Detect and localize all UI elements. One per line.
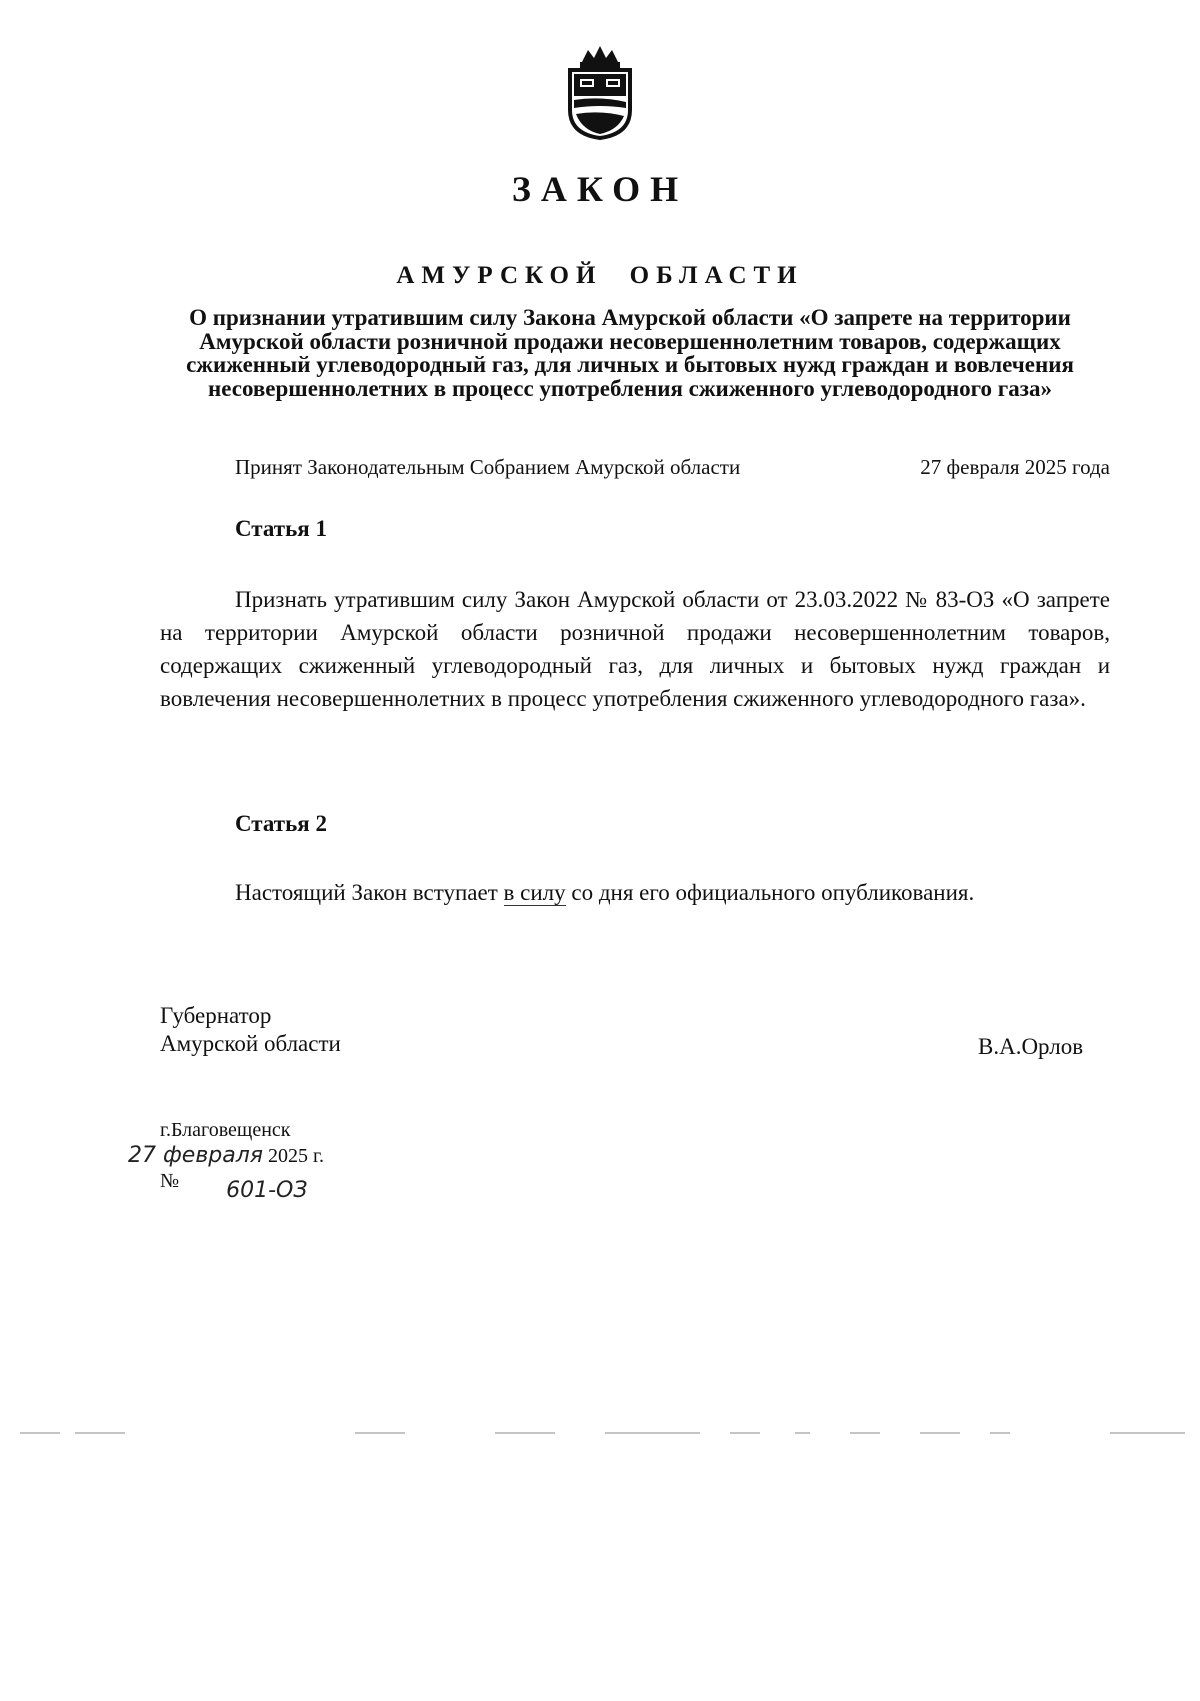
article-1-text: Признать утратившим силу Закон Амурской области от 23.03.2022 № 83-ОЗ «О запрете на территории Амурской области розничной продажи несовершеннолетним товаров, содержащих сжиженный углеводородный газ, для личных и бытовых нужд граждан и вовлечения несовершеннолетних в процесс употребления сжиженного углеводородного газа».	[160, 587, 1110, 711]
article-2-text-before: Настоящий Закон вступает	[235, 880, 504, 905]
law-number-label: №	[160, 1170, 180, 1192]
signatory-position-line-1: Губернатор	[160, 1003, 272, 1028]
adoption-line	[235, 455, 1110, 480]
city: г.Благовещенск	[160, 1119, 291, 1141]
amur-region-coat-of-arms-icon	[560, 44, 640, 140]
document-title: ЗАКОН	[511, 169, 689, 209]
article-1-heading: Статья 1	[235, 516, 327, 541]
article-2-text-underlined: в силу	[503, 880, 566, 905]
law-number-handwritten: 601-ОЗ	[226, 1178, 308, 1203]
article-2-text-after: со дня его официального опубликования.	[565, 880, 975, 905]
signing-date-handwritten: 27 февраля	[128, 1143, 264, 1168]
scan-artifact-dashes	[0, 1430, 1200, 1436]
document-subject: О признании утратившим силу Закона Амурской области «О запрете на территории Амурской области розничной продажи несовершеннолетним товаров, содержащих сжиженный углеводородный газ, для личных и бытовых нужд граждан и вовлечения несовершеннолетних в процесс употребления сжиженного углеводородного газа»	[186, 305, 1074, 401]
adopted-date: 27 февраля 2025 года	[920, 455, 1110, 479]
article-2-heading: Статья 2	[235, 811, 327, 836]
article-2-text	[160, 876, 1110, 909]
document-region: АМУРСКОЙ ОБЛАСТИ	[396, 262, 804, 289]
law-number	[160, 1168, 308, 1203]
signing-year: 2025 г.	[268, 1145, 324, 1167]
signing-date	[128, 1143, 324, 1168]
signatory-position	[160, 1002, 341, 1058]
signatory-position-line-2: Амурской области	[160, 1031, 341, 1056]
signatory-name: В.А.Орлов	[978, 1034, 1084, 1059]
adopted-by: Принят Законодательным Собранием Амурской области	[235, 455, 741, 479]
